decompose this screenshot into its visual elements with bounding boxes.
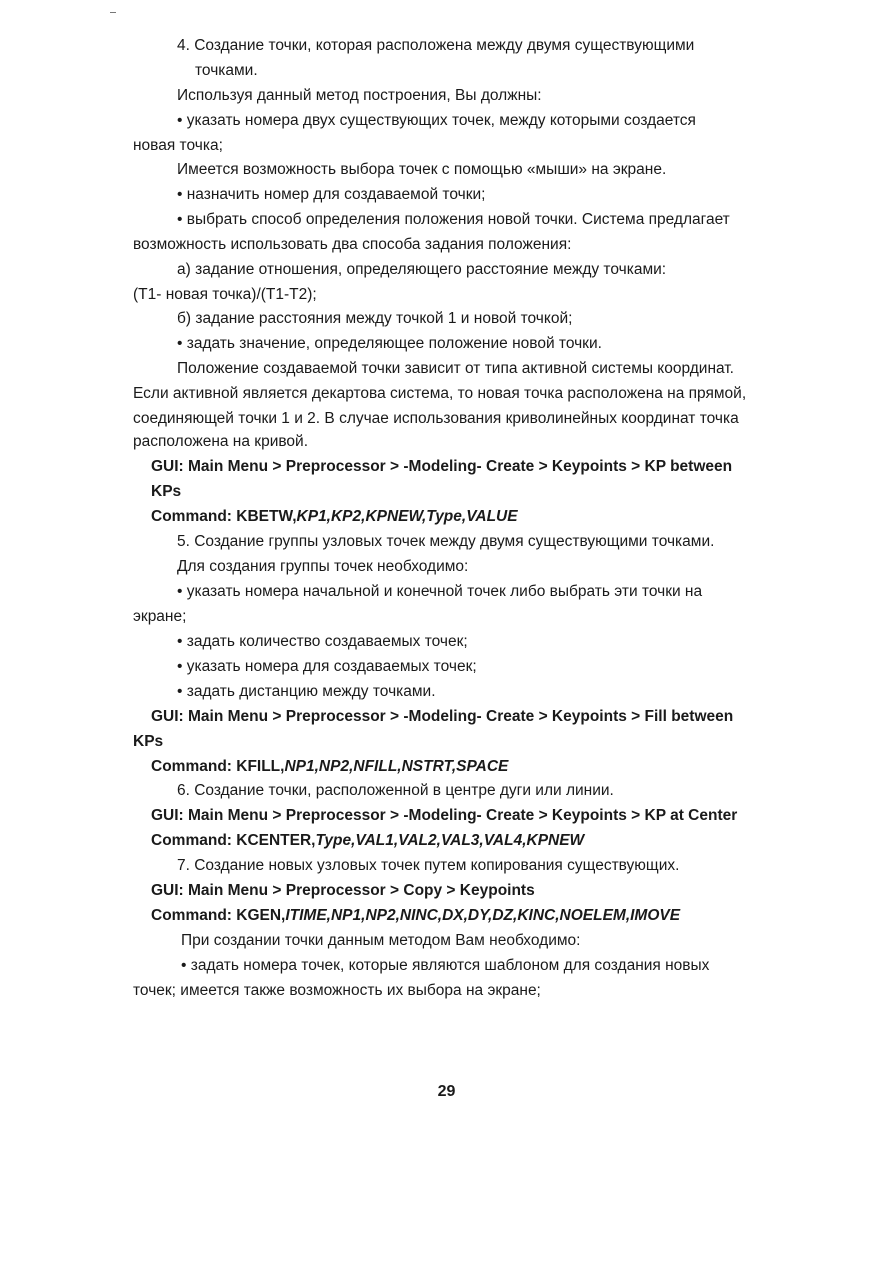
paragraph-cont: Если активной является декартова система, то новая точка расположена на прямой, bbox=[133, 385, 747, 402]
section-5-heading: 5. Создание группы узловых точек между двумя существующими точками. bbox=[177, 533, 715, 550]
page-number: 29 bbox=[437, 1083, 456, 1100]
command-line: Command: KBETW,KP1,KP2,KPNEW,Type,VALUE bbox=[151, 508, 518, 525]
gui-path: GUI: Main Menu > Preprocessor > -Modeling- Create > Keypoints > KP between bbox=[151, 458, 733, 475]
list-item-a: а) задание отношения, определяющего расстояние между точками: bbox=[177, 261, 667, 278]
bullet-item: • выбрать способ определения положения новой точки. Система предлагает bbox=[177, 211, 730, 228]
gui-path: GUI: Main Menu > Preprocessor > Copy > Keypoints bbox=[151, 882, 535, 899]
section-6-heading: 6. Создание точки, расположенной в центре дуги или линии. bbox=[177, 782, 614, 799]
paragraph-cont: соединяющей точки 1 и 2. В случае использования криволинейных координат точка bbox=[133, 410, 739, 427]
gui-path: GUI: Main Menu > Preprocessor > -Modeling- Create > Keypoints > Fill between bbox=[151, 708, 734, 725]
bullet-item: • назначить номер для создаваемой точки; bbox=[177, 186, 486, 203]
paragraph: Используя данный метод построения, Вы должны: bbox=[177, 87, 542, 104]
bullet-item: • указать номера для создаваемых точек; bbox=[177, 658, 477, 675]
paragraph-cont: точек; имеется также возможность их выбора на экране; bbox=[133, 982, 541, 999]
bullet-item: • указать номера двух существующих точек, между которыми создается bbox=[177, 112, 696, 129]
bullet-item: • задать значение, определяющее положение новой точки. bbox=[177, 335, 602, 352]
paragraph-cont: расположена на кривой. bbox=[133, 433, 308, 450]
section-7-heading: 7. Создание новых узловых точек путем копирования существующих. bbox=[177, 857, 680, 874]
bullet-item: • задать количество создаваемых точек; bbox=[177, 633, 468, 650]
bullet-item: • задать дистанцию между точками. bbox=[177, 683, 436, 700]
paragraph: Имеется возможность выбора точек с помощью «мыши» на экране. bbox=[177, 161, 667, 178]
scan-mark bbox=[110, 12, 116, 13]
paragraph: При создании точки данным методом Вам необходимо: bbox=[181, 932, 581, 949]
paragraph-cont: экране; bbox=[133, 608, 187, 625]
formula-line: (T1- новая точка)/(T1-T2); bbox=[133, 286, 317, 303]
list-item-b: б) задание расстояния между точкой 1 и новой точкой; bbox=[177, 310, 573, 327]
command-line: Command: KFILL,NP1,NP2,NFILL,NSTRT,SPACE bbox=[151, 758, 509, 775]
section-4-heading: 4. Создание точки, которая расположена между двумя существующими bbox=[177, 37, 695, 54]
bullet-item: • указать номера начальной и конечной точек либо выбрать эти точки на bbox=[177, 583, 703, 600]
paragraph: Для создания группы точек необходимо: bbox=[177, 558, 469, 575]
paragraph-cont: новая точка; bbox=[133, 137, 223, 154]
paragraph-cont: возможность использовать два способа задания положения: bbox=[133, 236, 572, 253]
gui-path-cont: KPs bbox=[133, 733, 164, 750]
paragraph: Положение создаваемой точки зависит от типа активной системы координат. bbox=[177, 360, 734, 377]
section-4-heading-cont: точками. bbox=[195, 62, 258, 79]
gui-path-cont: KPs bbox=[151, 483, 182, 500]
command-line: Command: KGEN,ITIME,NP1,NP2,NINC,DX,DY,DZ,KINC,NOELEM,IMOVE bbox=[151, 907, 681, 924]
bullet-item: • задать номера точек, которые являются шаблоном для создания новых bbox=[181, 957, 710, 974]
command-line: Command: KCENTER,Type,VAL1,VAL2,VAL3,VAL4,KPNEW bbox=[151, 832, 585, 849]
gui-path: GUI: Main Menu > Preprocessor > -Modeling- Create > Keypoints > KP at Center bbox=[151, 807, 738, 824]
